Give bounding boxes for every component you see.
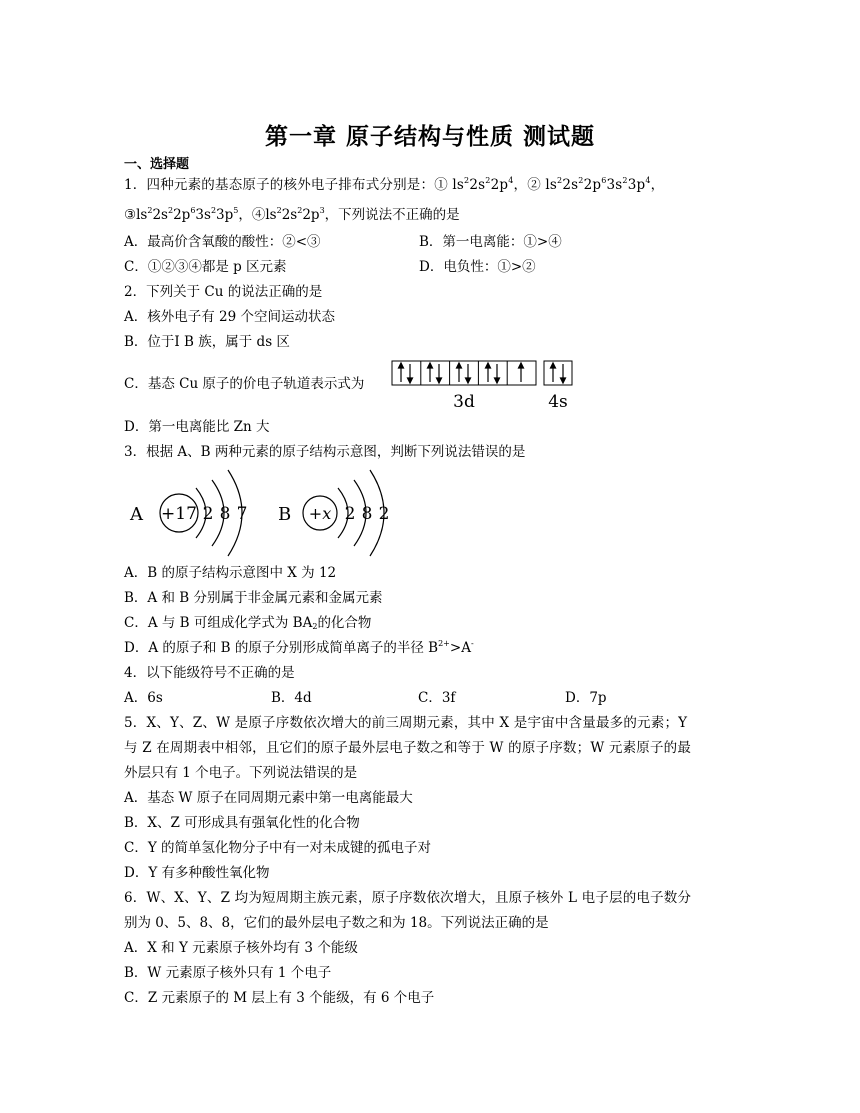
question-2-option-c: C．基态 Cu 原子的价电子轨道表示式为 <box>124 376 365 392</box>
question-5-option-a: A．基态 W 原子在同周期元素中第一电离能最大 <box>124 790 413 806</box>
question-2-option-a: A．核外电子有 29 个空间运动状态 <box>124 309 336 325</box>
atomic-structure-diagram <box>124 466 404 558</box>
atom-b-shell-2: 8 <box>361 504 373 524</box>
orbital-diagram <box>388 358 588 414</box>
question-6-option-b: B．W 元素原子核外只有 1 个电子 <box>124 965 332 981</box>
question-4-option-a: A．6s <box>124 690 163 706</box>
question-4-option-d: D．7p <box>565 690 607 706</box>
question-2-option-d: D．第一电离能比 Zn 大 <box>124 419 270 435</box>
question-3-option-a: A．B 的原子结构示意图中 X 为 12 <box>124 565 337 581</box>
question-3-option-b: B．A 和 B 分别属于非金属元素和金属元素 <box>124 590 383 606</box>
section-heading: 一、选择题 <box>124 157 190 172</box>
atom-b-label: B <box>278 504 292 525</box>
question-6-option-a: A．X 和 Y 元素原子核外均有 3 个能级 <box>124 940 358 956</box>
question-3-stem: 3．根据 A、B 两种元素的原子结构示意图，判断下列说法错误的是 <box>124 444 526 460</box>
question-5-stem-line-1: 5．X、Y、Z、W 是原子序数依次增大的前三周期元素，其中 X 是宇宙中含量最多的元素；Y <box>124 715 688 731</box>
question-6-stem-line-1: 6．W、X、Y、Z 均为短周期主族元素，原子序数依次增大，且原子核外 L 电子层的电子数分 <box>124 890 692 906</box>
question-6-stem-line-2: 别为 0、5、8、8，它们的最外层电子数之和为 18。下列说法正确的是 <box>124 915 549 931</box>
question-4-stem: 4．以下能级符号不正确的是 <box>124 665 295 681</box>
question-5-stem-line-2: 与 Z 在周期表中相邻，且它们的原子最外层电子数之和等于 W 的原子序数；W 元素原子的最 <box>124 740 692 756</box>
question-3-option-d: D．A 的原子和 B 的原子分别形成简单离子的半径 $B^{2+}>A^-$ <box>124 639 474 656</box>
question-2-stem: 2．下列关于 Cu 的说法正确的是 <box>124 284 323 300</box>
question-1-option-a: A．最高价含氧酸的酸性：②<③ <box>124 234 321 250</box>
atom-b-shell-1: 2 <box>344 504 356 524</box>
atom-a-shell-3: 7 <box>236 504 248 524</box>
question-3-option-c: C．A 与 B 可组成化学式为 $BA_2$的化合物 <box>124 615 372 631</box>
atom-a-nucleus: +17 <box>161 504 197 524</box>
atom-a-shell-2: 8 <box>219 504 231 524</box>
question-5-option-c: C．Y 的简单氢化物分子中有一对未成键的孤电子对 <box>124 840 432 856</box>
question-5-option-b: B．X、Z 可形成具有强氧化性的化合物 <box>124 815 360 831</box>
atom-a-label: A <box>130 504 143 525</box>
question-2-option-b: B．位于Ⅰ B 族，属于 ds 区 <box>124 334 290 350</box>
question-5-stem-line-3: 外层只有 1 个电子。下列说法错误的是 <box>124 765 358 781</box>
atom-b-nucleus: +x <box>308 504 332 523</box>
question-1-option-b: B．第一电离能：①>④ <box>419 234 562 250</box>
atom-b-shell-3: 2 <box>378 504 390 524</box>
question-5-option-d: D．Y 有多种酸性氧化物 <box>124 865 270 881</box>
question-1-option-d: D．电负性：①>② <box>419 259 536 275</box>
orbital-label-3d: 3d <box>453 392 475 412</box>
question-4-option-c: C．3f <box>418 690 456 706</box>
atom-a-shell-1: 2 <box>202 504 214 524</box>
orbital-label-4s: 4s <box>548 392 568 412</box>
question-1-option-c: C．①②③④都是 p 区元素 <box>124 259 287 275</box>
question-4-option-b: B．4d <box>271 690 312 706</box>
page-title: 第一章 原子结构与性质 测试题 <box>264 123 595 150</box>
question-1-stem-cont: $③ls^22s^22p^63s^23p^5$，$④ls^22s^22p^3$，下列说法不正确的是 <box>124 206 460 223</box>
question-1-stem: 1．四种元素的基态原子的核外电子排布式分别是：① $ls^22s^22p^4$，② $ls^22s^22p^63s^23p^4$， <box>124 176 665 193</box>
question-6-option-c: C．Z 元素原子的 M 层上有 3 个能级，有 6 个电子 <box>124 990 435 1006</box>
